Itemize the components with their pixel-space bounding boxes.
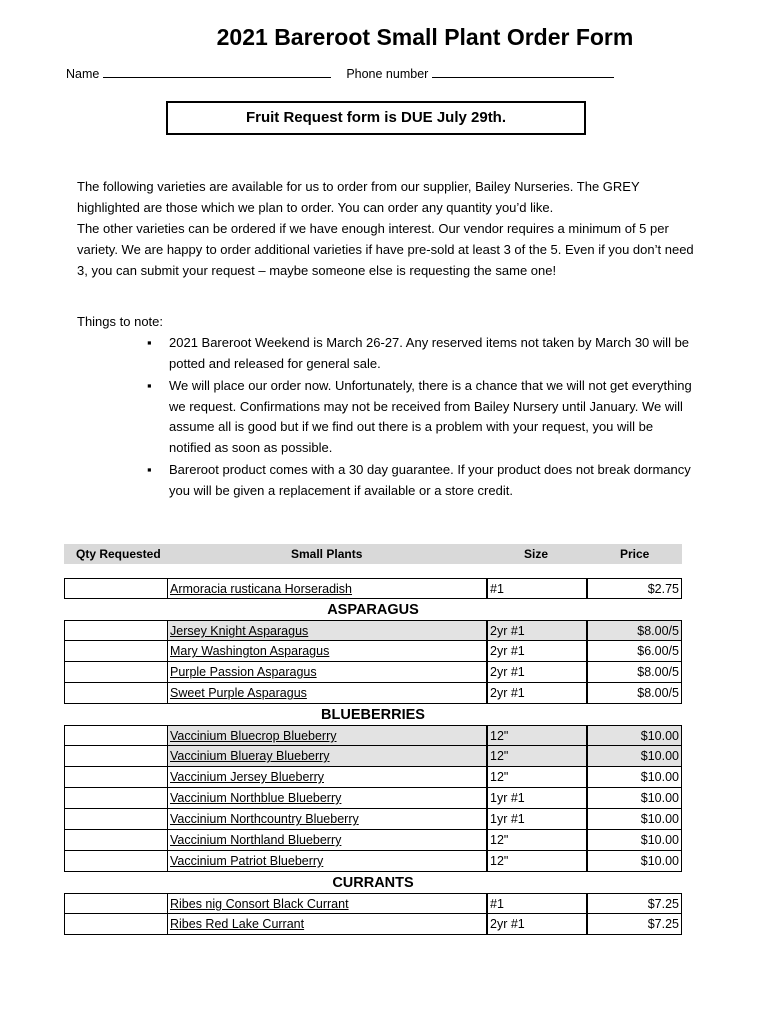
- plant-price: $10.00: [587, 851, 682, 872]
- plant-name: Purple Passion Asparagus: [167, 662, 487, 683]
- notes-list: [147, 333, 692, 503]
- plant-price: $6.00/5: [587, 641, 682, 662]
- plant-price: $7.25: [587, 893, 682, 914]
- qty-input[interactable]: [64, 662, 167, 683]
- table-row: [64, 620, 682, 641]
- plant-size: #1: [487, 893, 587, 914]
- plant-price: $10.00: [587, 767, 682, 788]
- qty-input[interactable]: [64, 746, 167, 767]
- table-row: [64, 662, 682, 683]
- qty-input[interactable]: [64, 893, 167, 914]
- plant-price: $10.00: [587, 830, 682, 851]
- plant-name: Jersey Knight Asparagus: [167, 620, 487, 641]
- notes-title: Things to note:: [77, 314, 163, 329]
- header-price: Price: [620, 547, 650, 561]
- qty-input[interactable]: [64, 578, 167, 599]
- table-row: [64, 830, 682, 851]
- plant-name: Vaccinium Jersey Blueberry: [167, 767, 487, 788]
- note-text: We will place our order now. Unfortunately, there is a chance that we will not get everything we request. Confirmations may not be received from Bailey Nursery until January. We will assume all is good but if we find out there is a problem with your request, you will be notified as soon as possible.: [169, 378, 692, 455]
- qty-input[interactable]: [64, 641, 167, 662]
- plant-name: Vaccinium Northcountry Blueberry: [167, 809, 487, 830]
- qty-input[interactable]: [64, 788, 167, 809]
- plant-name: Vaccinium Northblue Blueberry: [167, 788, 487, 809]
- phone-label: Phone number: [346, 67, 429, 81]
- bullet-icon: ▪: [147, 335, 152, 350]
- plant-name: Vaccinium Patriot Blueberry: [167, 851, 487, 872]
- header-qty: Qty Requested: [76, 547, 161, 561]
- table-row: [64, 893, 682, 914]
- plant-price: $8.00/5: [587, 662, 682, 683]
- plant-size: 2yr #1: [487, 683, 587, 704]
- plant-size: 12": [487, 746, 587, 767]
- note-text: Bareroot product comes with a 30 day guarantee. If your product does not break dormancy you will be given a replacement if available or a store credit.: [169, 462, 691, 498]
- table-row: [64, 725, 682, 746]
- plant-price: $10.00: [587, 746, 682, 767]
- table-row: [64, 578, 682, 599]
- table-row: [64, 683, 682, 704]
- plant-name: Vaccinium Northland Blueberry: [167, 830, 487, 851]
- section-blueberries: BLUEBERRIES: [321, 707, 425, 723]
- qty-input[interactable]: [64, 851, 167, 872]
- intro-paragraph-2: The other varieties can be ordered if we have enough interest. Our vendor requires a minimum of 5 per variety. We are happy to order additional varieties if have pre-sold at least 3 of the 5. Even if you don’t need 3, you can submit your request – maybe someone else is requesting the same one!: [77, 221, 694, 278]
- plant-size: 2yr #1: [487, 641, 587, 662]
- plant-price: $8.00/5: [587, 620, 682, 641]
- section-currants: CURRANTS: [332, 875, 414, 891]
- plant-size: 12": [487, 851, 587, 872]
- plant-size: 2yr #1: [487, 914, 587, 935]
- plant-name: Mary Washington Asparagus: [167, 641, 487, 662]
- page-title: 2021 Bareroot Small Plant Order Form: [216, 24, 634, 50]
- bullet-icon: ▪: [147, 378, 152, 393]
- table-header: [64, 544, 682, 564]
- note-item: [147, 333, 692, 374]
- plant-size: 2yr #1: [487, 662, 587, 683]
- section-asparagus: ASPARAGUS: [327, 602, 419, 618]
- qty-input[interactable]: [64, 830, 167, 851]
- plant-size: 1yr #1: [487, 788, 587, 809]
- name-field[interactable]: [103, 67, 331, 78]
- qty-input[interactable]: [64, 767, 167, 788]
- table-row: [64, 641, 682, 662]
- plant-name: Vaccinium Bluecrop Blueberry: [167, 725, 487, 746]
- header-plant: Small Plants: [291, 547, 363, 561]
- table-row: [64, 767, 682, 788]
- qty-input[interactable]: [64, 620, 167, 641]
- plant-name: Ribes Red Lake Currant: [167, 914, 487, 935]
- table-row: [64, 788, 682, 809]
- note-item: [147, 376, 692, 458]
- phone-field[interactable]: [432, 67, 614, 78]
- plant-size: 12": [487, 767, 587, 788]
- plant-name: Sweet Purple Asparagus: [167, 683, 487, 704]
- qty-input[interactable]: [64, 809, 167, 830]
- note-item: [147, 460, 692, 501]
- plant-price: $10.00: [587, 725, 682, 746]
- qty-input[interactable]: [64, 725, 167, 746]
- qty-input[interactable]: [64, 914, 167, 935]
- header-size: Size: [524, 547, 549, 561]
- plant-size: 2yr #1: [487, 620, 587, 641]
- contact-line: [66, 67, 614, 81]
- bullet-icon: ▪: [147, 462, 152, 477]
- plant-price: $2.75: [587, 578, 682, 599]
- plant-name: Armoracia rusticana Horseradish: [167, 578, 487, 599]
- qty-input[interactable]: [64, 683, 167, 704]
- plant-size: 1yr #1: [487, 809, 587, 830]
- intro-paragraph-1: The following varieties are available for us to order from our supplier, Bailey Nurseries. The GREY highlighted are those which we plan to order. You can order any quantity you’d like.: [77, 179, 640, 215]
- table-row: [64, 914, 682, 935]
- plant-name: Vaccinium Blueray Blueberry: [167, 746, 487, 767]
- table-row: [64, 851, 682, 872]
- table-row: [64, 809, 682, 830]
- plant-name: Ribes nig Consort Black Currant: [167, 893, 487, 914]
- plant-size: 12": [487, 830, 587, 851]
- plant-price: $10.00: [587, 809, 682, 830]
- plant-price: $10.00: [587, 788, 682, 809]
- plant-size: #1: [487, 578, 587, 599]
- plant-price: $8.00/5: [587, 683, 682, 704]
- note-text: 2021 Bareroot Weekend is March 26-27. Any reserved items not taken by March 30 will be potted and released for general sale.: [169, 335, 690, 371]
- plant-price: $7.25: [587, 914, 682, 935]
- intro-text: [77, 176, 697, 281]
- table-row: [64, 746, 682, 767]
- name-label: Name: [66, 67, 100, 81]
- plant-size: 12": [487, 725, 587, 746]
- due-notice: Fruit Request form is DUE July 29th.: [166, 101, 586, 135]
